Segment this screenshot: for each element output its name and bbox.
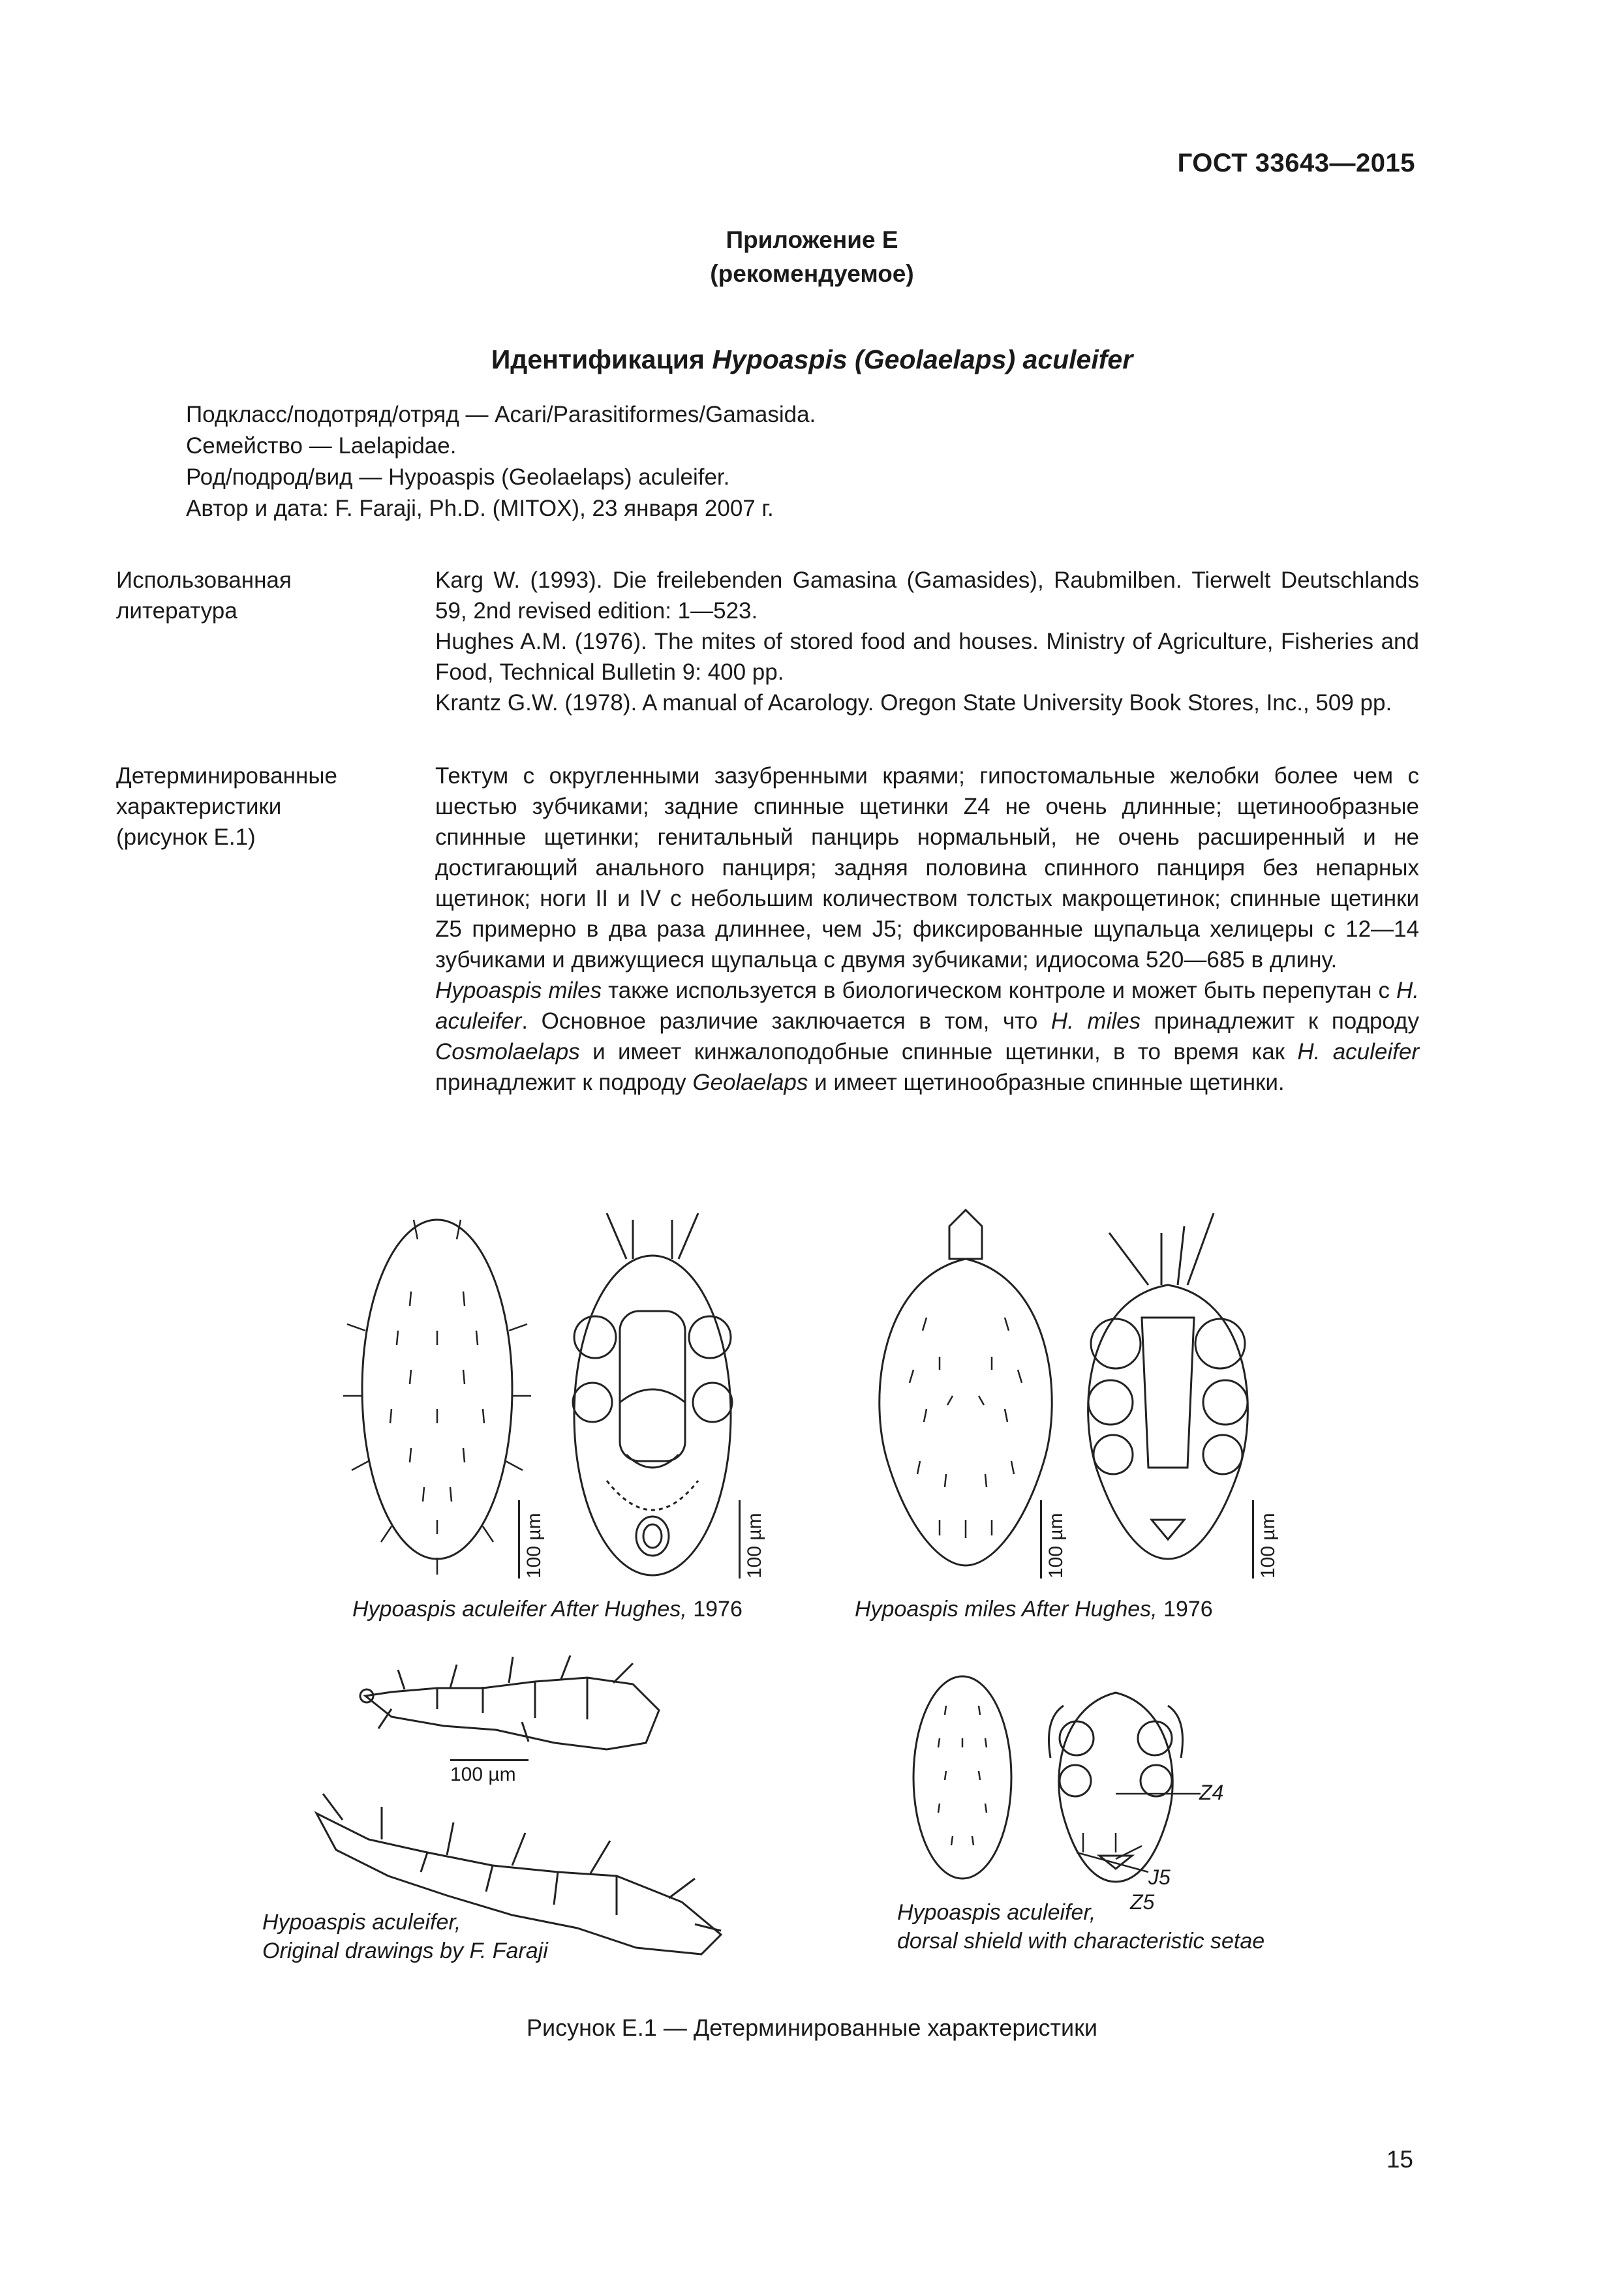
scale-bar-2 [736,1500,775,1578]
appendix-title: Приложение Е [726,226,898,253]
meta-line: Семейство — Laelapidae. [186,433,457,459]
title-prefix: Идентификация [491,344,712,374]
meta-line: Род/подрод/вид — Hypoaspis (Geolaelaps) aculeifer. [186,464,730,490]
aculeifer-dorsal-drawing [339,1200,535,1578]
label-j5: J5 [1148,1865,1171,1889]
label-z4: Z4 [1199,1781,1224,1804]
literature-label-line: Использованная [116,567,292,593]
characteristics-label [116,761,337,853]
characteristics-label-line: Детерминированные [116,763,337,789]
leg-drawing-upper [352,1650,692,1768]
figure-caption: Рисунок Е.1 — Детерминированные характеристики [527,2014,1097,2041]
scale-label: 100 µm [1257,1513,1279,1578]
scale-line [450,1759,529,1761]
title-species: Hypoaspis (Geolaelaps) aculeifer [712,344,1133,374]
meta-line: Подкласс/подотряд/отряд — Acari/Parasitiformes/Gamasida. [186,402,816,427]
characteristics-para-1: Тектум с округленными зазубренными краями; гипостомальные желобки более чем с шестью зубчиками; задние спинные щетинки Z4 не очень длинные; щетинообразные спинные щетинки; генитальный панцирь нормальный, не очень расширенный и не достигающий анального панциря; задняя половина спинного панциря без непарных щетинок; ноги II и IV с небольшим количеством толстых макрощетинок; спинные щетинки Z5 примерно в два раза длиннее, чем J5; фиксированные щупальца хелицеры с 12—14 зубчиками и движущиеся щупальца с двумя зубчиками; идиосома 520—685 в длину. [435,763,1419,973]
shield-dorsal-drawing [900,1667,1024,1888]
reference: Karg W. (1993). Die freilebenden Gamasina (Gamasides), Raubmilben. Tierwelt Deutschlands 59, 2nd revised edition: 1—523. [435,567,1419,624]
taxonomy-meta [186,399,816,524]
meta-line: Автор и дата: F. Faraji, Ph.D. (MITOX), 23 января 2007 г. [186,496,774,521]
characteristics-label-line: характеристики [116,794,282,819]
appendix-subtitle: (рекомендуемое) [710,260,914,287]
characteristics-para-2: Hypoaspis miles также используется в биологическом контроле и может быть перепутан с H. aculeifer. Основное различие заключается в том, что H. miles принадлежит к подроду Cosmolaelaps и имеет кинжалоподобные спинные щетинки, в то время как H. aculeifer принадлежит к подроду Geolaelaps и имеет щетинообразные спинные щетинки. [435,978,1420,1095]
literature-label-line: литература [116,598,237,624]
scale-line [518,1500,520,1578]
aculeifer-ventral-drawing [555,1207,750,1585]
caption-aculeifer-hughes: Hypoaspis aculeifer After Hughes, 1976 [352,1597,743,1622]
caption-dorsal-shield: Hypoaspis aculeifer, dorsal shield with characteristic setae [897,1900,1265,1954]
scale-label: 100 µm [523,1513,545,1578]
scale-line [1040,1500,1042,1578]
scale-label: 100 µm [1045,1513,1067,1578]
characteristics-text [435,761,1419,1098]
scale-line [739,1500,741,1578]
caption-faraji: Hypoaspis aculeifer, Original drawings by F. Faraji [262,1910,548,1963]
characteristics-label-line: (рисунок Е.1) [116,824,256,850]
scale-label: 100 µm [450,1764,516,1785]
reference: Krantz G.W. (1978). A manual of Acarology. Oregon State University Book Stores, Inc., 509 pp. [435,690,1392,716]
reference: Hughes A.M. (1976). The mites of stored food and houses. Ministry of Agriculture, Fisheries and Food, Technical Bulletin 9: 400 pp. [435,629,1419,685]
scale-bar-4 [1249,1500,1289,1578]
scale-line [1252,1500,1254,1578]
page-number: 15 [1386,2146,1413,2173]
label-z5: Z5 [1130,1890,1155,1914]
scale-bar-1 [515,1500,555,1578]
document-title [0,344,1624,375]
literature-refs [435,565,1419,718]
scale-label: 100 µm [744,1513,765,1578]
setae-pointer-lines [1018,1755,1214,1898]
literature-label [116,565,292,626]
miles-ventral-drawing [1070,1207,1266,1572]
caption-miles-hughes: Hypoaspis miles After Hughes, 1976 [855,1597,1213,1622]
standard-number: ГОСТ 33643—2015 [1177,149,1415,177]
